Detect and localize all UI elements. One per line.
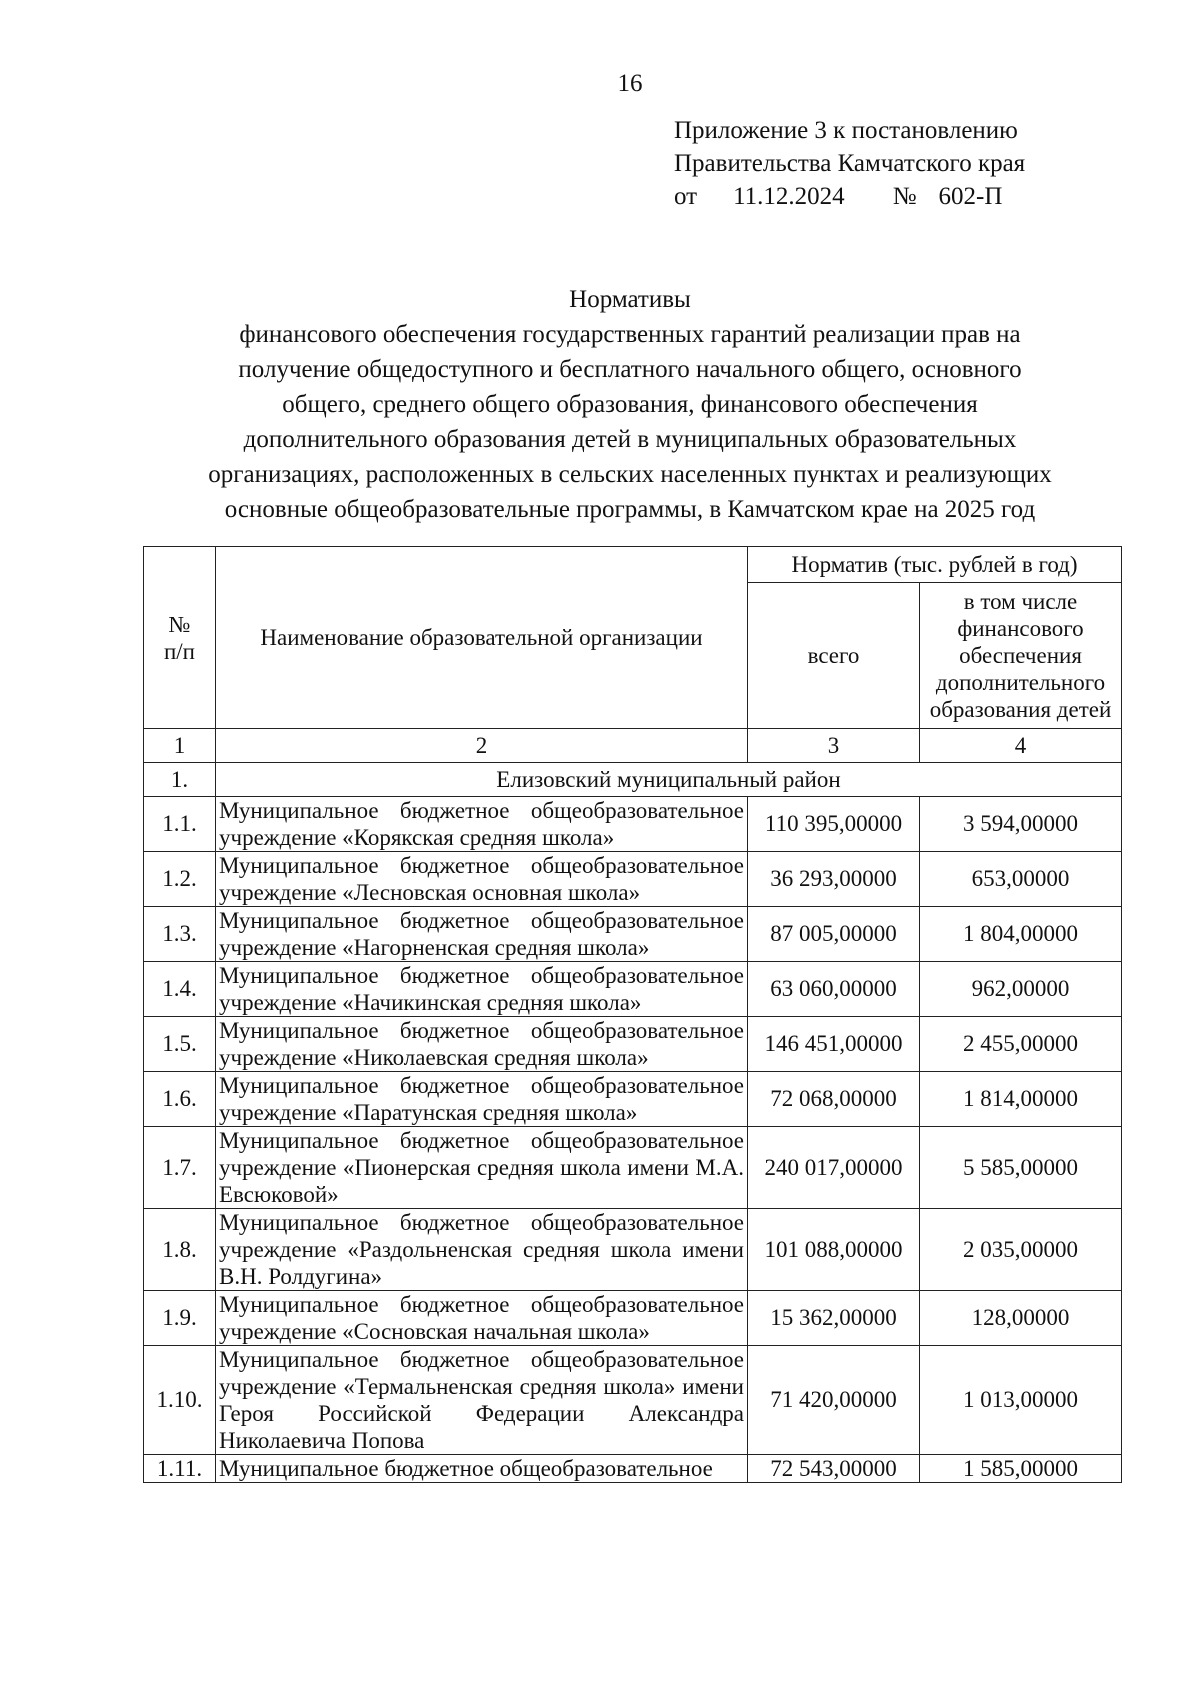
table-row [144, 1072, 1122, 1127]
row-total: 240 017,00000 [748, 1127, 920, 1209]
row-total: 15 362,00000 [748, 1291, 920, 1346]
table-row [144, 907, 1122, 962]
row-total: 36 293,00000 [748, 852, 920, 907]
annex-line-2: Правительства Камчатского края [674, 150, 1026, 177]
district-row [144, 763, 1122, 797]
district-name: Елизовский муниципальный район [216, 763, 1122, 797]
row-total: 72 068,00000 [748, 1072, 920, 1127]
district-num: 1. [144, 763, 216, 797]
annex-date-line [674, 180, 1025, 213]
row-incl: 1 013,00000 [920, 1346, 1122, 1455]
row-institution-name: Муниципальное бюджетное общеобразовательное учреждение «Лесновская основная школа» [216, 852, 748, 907]
annex-number-sign: № [892, 183, 917, 210]
row-total: 110 395,00000 [748, 797, 920, 852]
row-num: 1.11. [144, 1455, 216, 1483]
row-institution-name: Муниципальное бюджетное общеобразовательное учреждение «Николаевская средняя школа» [216, 1017, 748, 1072]
title-line: получение общедоступного и бесплатного начального общего, основного [238, 356, 1022, 383]
row-num: 1.5. [144, 1017, 216, 1072]
table-row [144, 1209, 1122, 1291]
row-num: 1.10. [144, 1346, 216, 1455]
row-institution-name: Муниципальное бюджетное общеобразовательное учреждение «Корякская средняя школа» [216, 797, 748, 852]
column-index: 4 [920, 729, 1122, 763]
table-row [144, 797, 1122, 852]
table-row [144, 1127, 1122, 1209]
table-row [144, 962, 1122, 1017]
row-total: 146 451,00000 [748, 1017, 920, 1072]
row-incl: 5 585,00000 [920, 1127, 1122, 1209]
document-title [60, 282, 1200, 527]
column-index: 2 [216, 729, 748, 763]
norms-table [143, 546, 1122, 1483]
header-incl-line: образования детей [929, 697, 1112, 722]
row-num: 1.2. [144, 852, 216, 907]
header-total: всего [748, 583, 920, 729]
header-incl-line: обеспечения [959, 643, 1082, 668]
header-num [144, 547, 216, 729]
row-incl: 962,00000 [920, 962, 1122, 1017]
table-row [144, 1017, 1122, 1072]
table-row [144, 1291, 1122, 1346]
row-total: 101 088,00000 [748, 1209, 920, 1291]
title-heading: Нормативы [569, 286, 691, 313]
title-line: финансового обеспечения государственных гарантий реализации прав на [239, 321, 1021, 348]
title-line: организациях, расположенных в сельских населенных пунктах и реализующих [208, 461, 1052, 488]
annex-from-label: от [674, 183, 698, 210]
header-incl-line: финансового [957, 616, 1084, 641]
title-line: дополнительного образования детей в муниципальных образовательных [243, 426, 1017, 453]
column-index: 1 [144, 729, 216, 763]
header-num-line-2: п/п [163, 638, 195, 664]
row-num: 1.7. [144, 1127, 216, 1209]
row-total: 72 543,00000 [748, 1455, 920, 1483]
row-num: 1.4. [144, 962, 216, 1017]
row-institution-name: Муниципальное бюджетное общеобразовательное учреждение «Пионерская средняя школа имени М.А. Евсюковой» [216, 1127, 748, 1209]
annex-header [674, 114, 1025, 213]
table-row [144, 1346, 1122, 1455]
title-line: общего, среднего общего образования, финансового обеспечения [282, 391, 978, 418]
row-num: 1.9. [144, 1291, 216, 1346]
row-institution-name: Муниципальное бюджетное общеобразовательное учреждение «Термальненская средняя школа» имени Героя Российской Федерации Александра Николаевича Попова [216, 1346, 748, 1455]
annex-number: 602-П [938, 183, 1003, 210]
row-institution-name: Муниципальное бюджетное общеобразовательное учреждение «Начикинская средняя школа» [216, 962, 748, 1017]
row-incl: 1 804,00000 [920, 907, 1122, 962]
row-num: 1.3. [144, 907, 216, 962]
page-number: 16 [617, 70, 643, 97]
table-row [144, 1455, 1122, 1483]
header-normative: Норматив (тыс. рублей в год) [748, 547, 1122, 583]
row-institution-name: Муниципальное бюджетное общеобразовательное учреждение «Сосновская начальная школа» [216, 1291, 748, 1346]
row-institution-name: Муниципальное бюджетное общеобразовательное учреждение «Нагорненская средняя школа» [216, 907, 748, 962]
annex-line-1: Приложение 3 к постановлению [674, 117, 1018, 144]
table-row [144, 852, 1122, 907]
row-institution-name: Муниципальное бюджетное общеобразовательное [216, 1455, 748, 1483]
column-index: 3 [748, 729, 920, 763]
row-total: 63 060,00000 [748, 962, 920, 1017]
row-incl: 2 035,00000 [920, 1209, 1122, 1291]
row-num: 1.8. [144, 1209, 216, 1291]
row-incl: 128,00000 [920, 1291, 1122, 1346]
annex-date: 11.12.2024 [733, 183, 845, 210]
header-incl-line: в том числе [963, 589, 1078, 614]
row-num: 1.6. [144, 1072, 216, 1127]
row-incl: 1 814,00000 [920, 1072, 1122, 1127]
row-total: 71 420,00000 [748, 1346, 920, 1455]
row-incl: 3 594,00000 [920, 797, 1122, 852]
row-incl: 653,00000 [920, 852, 1122, 907]
title-line: основные общеобразовательные программы, в Камчатском крае на 2025 год [224, 496, 1036, 523]
row-institution-name: Муниципальное бюджетное общеобразовательное учреждение «Паратунская средняя школа» [216, 1072, 748, 1127]
row-institution-name: Муниципальное бюджетное общеобразовательное учреждение «Раздольненская средняя школа имени В.Н. Ролдугина» [216, 1209, 748, 1291]
row-incl: 1 585,00000 [920, 1455, 1122, 1483]
header-incl [920, 583, 1122, 729]
row-num: 1.1. [144, 797, 216, 852]
header-name: Наименование образовательной организации [216, 547, 748, 729]
row-incl: 2 455,00000 [920, 1017, 1122, 1072]
header-incl-line: дополнительного [935, 670, 1106, 695]
header-num-line-1: № [168, 611, 191, 637]
row-total: 87 005,00000 [748, 907, 920, 962]
column-index-row [144, 729, 1122, 763]
